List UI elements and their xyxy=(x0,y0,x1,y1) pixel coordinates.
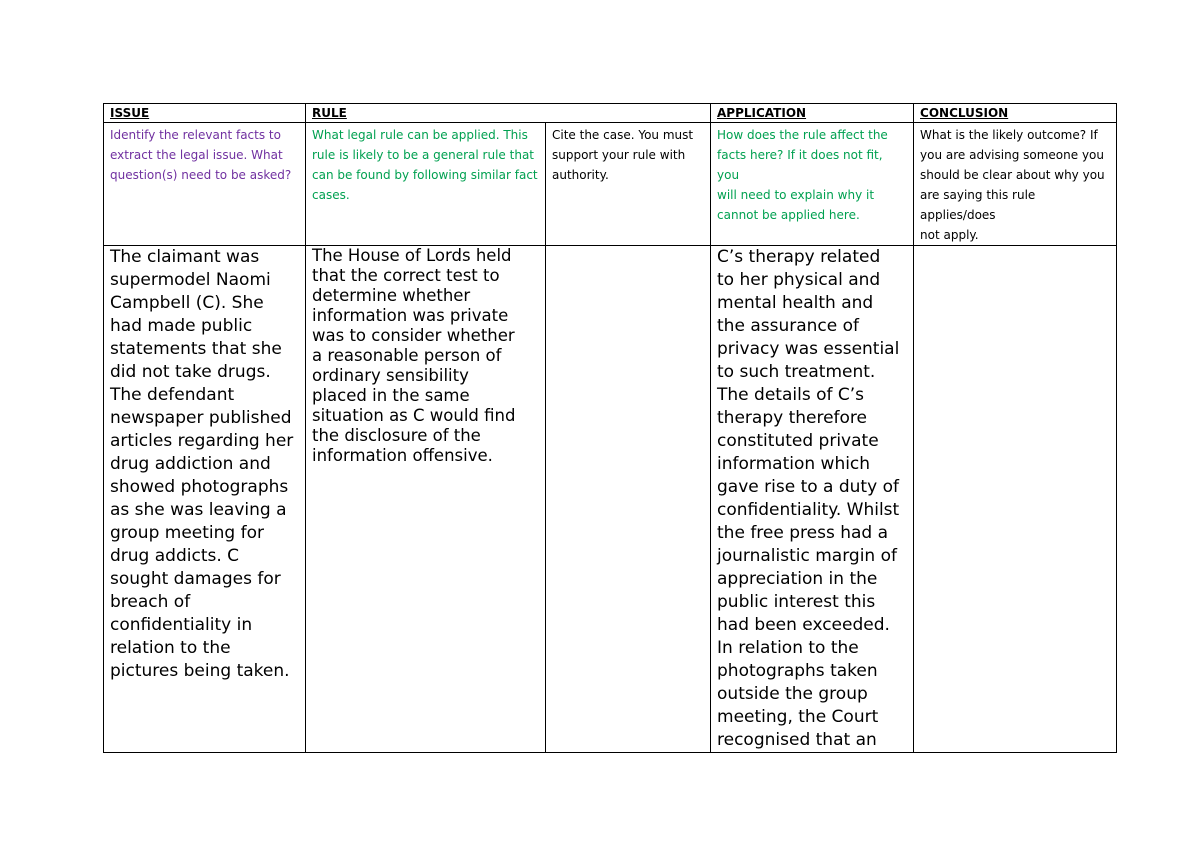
application-content: C’s therapy related to her physical and mental health and the assurance of privacy was essential to such treatment. The details of C’s therapy therefore constituted private information which gave rise to a duty of confidentiality. Whilst the free press had a journalistic margin of appreciation in the public interest this had been exceeded. In relation to the photographs taken outside the group meeting, the Court recognised that an xyxy=(717,247,900,750)
rule-content-cell xyxy=(306,246,546,753)
application-guidance: How does the rule affect the facts here? If it does not fit, you will need to explain why it cannot be applied here. xyxy=(717,128,888,222)
irac-table xyxy=(103,103,1117,753)
issue-guidance: Identify the relevant facts to extract the legal issue. What question(s) need to be asked? xyxy=(110,128,292,182)
case-guidance-cell xyxy=(546,123,711,246)
issue-header: ISSUE xyxy=(104,104,306,123)
content-row xyxy=(104,246,1117,753)
case-content-cell xyxy=(546,246,711,753)
application-content-cell xyxy=(711,246,914,753)
conclusion-guidance-cell xyxy=(914,123,1117,246)
rule-content: The House of Lords held that the correct test to determine whether information was private was to consider whether a reasonable person of ordinary sensibility placed in the same situation as C would find the disclosure of the information offensive. xyxy=(312,246,516,465)
rule-header: RULE xyxy=(306,104,711,123)
guidance-row xyxy=(104,123,1117,246)
issue-content-cell xyxy=(104,246,306,753)
rule-guidance-cell xyxy=(306,123,546,246)
rule-guidance: What legal rule can be applied. This rule is likely to be a general rule that can be found by following similar fact cases. xyxy=(312,128,538,202)
conclusion-content-cell xyxy=(914,246,1117,753)
conclusion-header: CONCLUSION xyxy=(914,104,1117,123)
conclusion-guidance: What is the likely outcome? If you are advising someone you should be clear about why you are saying this rule applies/does not apply. xyxy=(920,128,1105,242)
header-row xyxy=(104,104,1117,123)
application-guidance-cell xyxy=(711,123,914,246)
issue-guidance-cell xyxy=(104,123,306,246)
application-header: APPLICATION xyxy=(711,104,914,123)
case-guidance: Cite the case. You must support your rule with authority. xyxy=(552,128,694,182)
issue-content: The claimant was supermodel Naomi Campbell (C). She had made public statements that she did not take drugs. The defendant newspaper published articles regarding her drug addiction and showed photographs as she was leaving a group meeting for drug addicts. C sought damages for breach of confidentiality in relation to the pictures being taken. xyxy=(110,247,294,681)
